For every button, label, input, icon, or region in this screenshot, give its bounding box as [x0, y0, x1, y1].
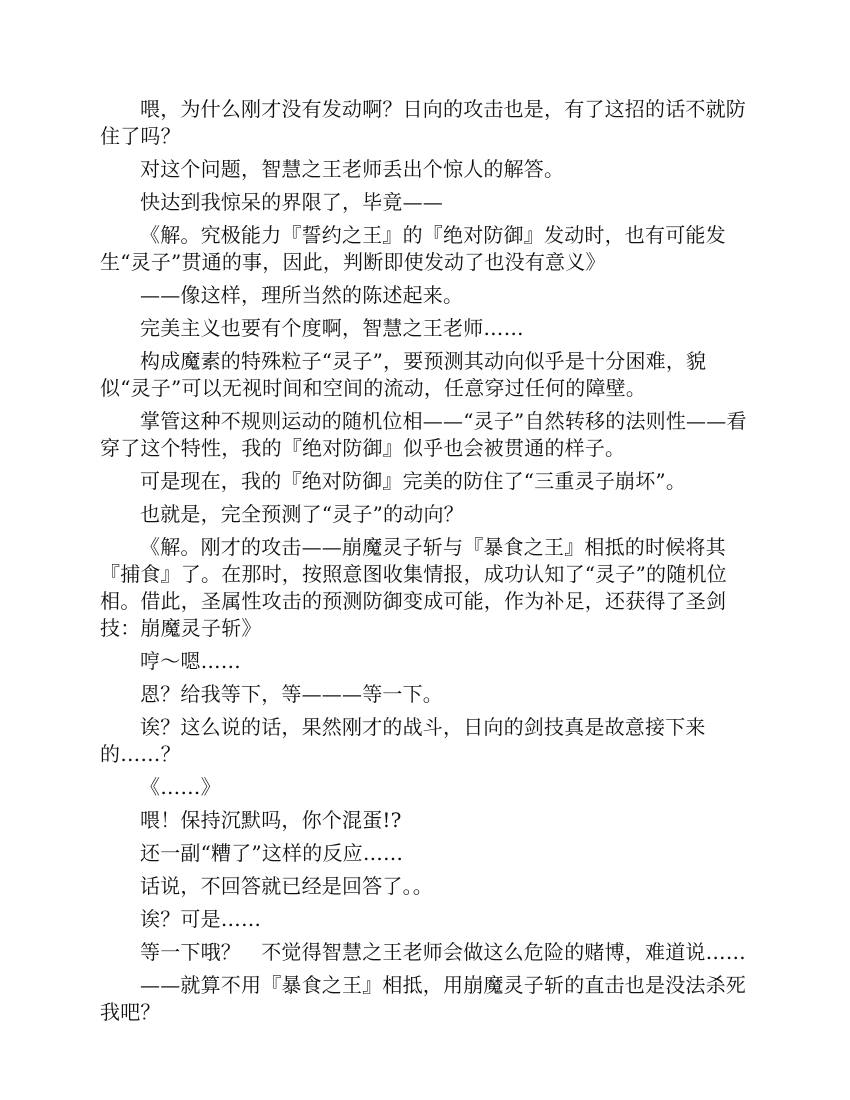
- paragraph: 《解。刚才的攻击——崩魔灵子斩与『暴食之王』相抵的时候将其『捕食』了。在那时，按照意图收集情报，成功认知了“灵子”的随机位相。借此，圣属性攻击的预测防御变成可能，作为补足，还获得了圣剑技：崩魔灵子斩》: [100, 535, 727, 640]
- paragraph: 快达到我惊呆的界限了，毕竟——: [140, 190, 443, 214]
- paragraph: 哼～嗯……: [140, 649, 241, 673]
- paragraph: 《……》: [140, 775, 221, 799]
- paragraph: 诶？这么说的话，果然刚才的战斗，日向的剑技真是故意接下来的……？: [100, 715, 706, 766]
- paragraph: ——像这样，理所当然的陈述起来。: [140, 283, 464, 307]
- paragraph: 诶？可是……: [140, 907, 262, 931]
- paragraph: 话说，不回答就已经是回答了。。: [140, 874, 433, 898]
- paragraph: 还一副“糟了”这样的反应……: [140, 841, 404, 865]
- paragraph: 掌管这种不规则运动的随机位相——“灵子”自然转移的法则性——看穿了这个特性，我的『绝对防御』似乎也会被贯通的样子。: [100, 409, 747, 460]
- paragraph: 对这个问题，智慧之王老师丢出个惊人的解答。: [140, 157, 565, 181]
- paragraph: ——就算不用『暴食之王』相抵，用崩魔灵子斩的直击也是没法杀死我吧？: [100, 973, 746, 1024]
- paragraph: 喂，为什么刚才没有发动啊？日向的攻击也是，有了这招的话不就防住了吗？: [100, 97, 746, 148]
- paragraph: 构成魔素的特殊粒子“灵子”，要预测其动向似乎是十分困难，貌似“灵子”可以无视时间和空间的流动，任意穿过任何的障壁。: [100, 349, 707, 400]
- paragraph: 恩？给我等下，等———等一下。: [140, 682, 443, 706]
- paragraph: 等一下哦？ 不觉得智慧之王老师会做这么危险的赌博，难道说……: [140, 940, 746, 964]
- paragraph: 可是现在，我的『绝对防御』完美的防住了“三重灵子崩坏”。: [140, 469, 687, 493]
- document-body: [100, 96, 750, 1032]
- paragraph: 也就是，完全预测了“灵子”的动向？: [140, 502, 464, 526]
- paragraph: 喂！保持沉默吗，你个混蛋!?: [140, 808, 402, 832]
- paragraph: 完美主义也要有个度啊，智慧之王老师……: [140, 316, 524, 340]
- paragraph: 《解。究极能力『誓约之王』的『绝对防御』发动时，也有可能发生“灵子”贯通的事，因此，判断即使发动了也没有意义》: [100, 223, 726, 274]
